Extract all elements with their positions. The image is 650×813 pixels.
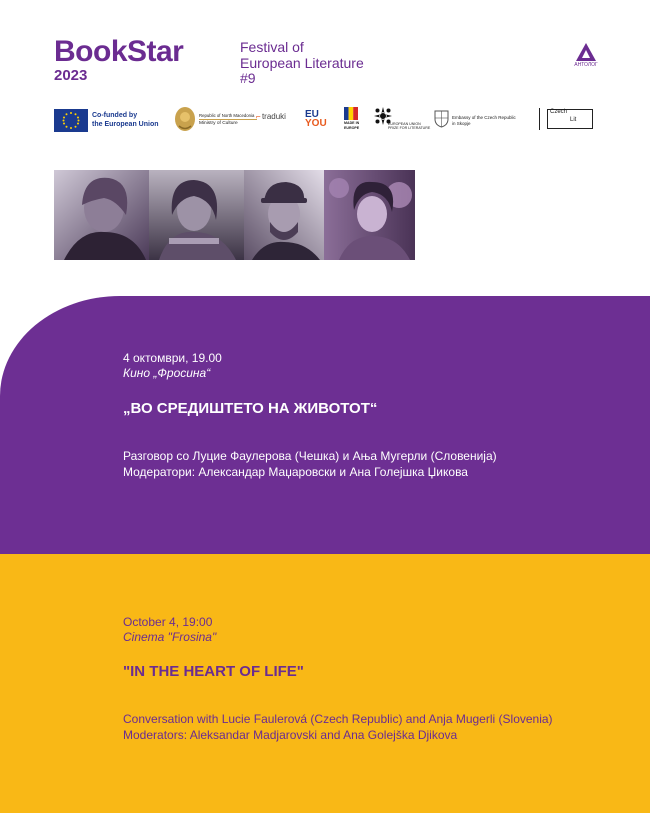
brand-title: BookStar: [54, 35, 184, 68]
photo-anja-mugerli: [149, 170, 244, 260]
conversation-line-en: Conversation with Lucie Faulerová (Czech Republic) and Anja Mugerli (Slovenia): [123, 712, 553, 726]
eu-prize-for-literature-logo: EUROPEAN UNION PRIZE FOR LITERATURE: [374, 107, 432, 135]
moderators-line-en: Moderators: Aleksandar Madjarovski and Ana Golejška Djikova: [123, 727, 458, 742]
photo-lucie-faulerova: [54, 170, 149, 260]
event-date-en: October 4, 19:00: [123, 615, 213, 629]
czech-embassy-logo: [434, 110, 534, 134]
event-section-mk: [0, 296, 650, 554]
ministry-text: Republic of North Macedonia Ministry of Culture: [199, 113, 257, 126]
eu-cofunded-text: Co-funded by the European Union: [92, 112, 159, 128]
made-in-europe-logo: MADE IN EUROPE: [344, 107, 368, 135]
festival-line-1: Festival of: [240, 39, 304, 55]
traduki-logo: ⌐ traduki: [256, 112, 286, 121]
conversation-line-mk: Разговор со Луцие Фаулерова (Чешка) и Ања Мугерли (Словенија): [123, 449, 497, 463]
czechlit-logo: Czech Lit: [539, 108, 597, 132]
event-title-mk: „ВО СРЕДИШТЕТО НА ЖИВОТОТ“: [123, 400, 378, 417]
eu-flag-icon: [54, 109, 88, 132]
photo-aleksandar-madjarovski: [244, 170, 324, 260]
eu-and-you-logo: EU YOU: [305, 109, 327, 129]
made-in-europe-icon: [344, 107, 358, 120]
antolog-label: АНТОЛОГ: [574, 62, 598, 68]
festival-name: [240, 40, 364, 87]
moderators-line-mk: Модератори: Александар Маџаровски и Ана Голејшка Џикова: [123, 464, 468, 479]
photo-ana-golejska-djikova: [324, 170, 415, 260]
event-title-en: "IN THE HEART OF LIFE": [123, 663, 304, 680]
event-venue-en: Cinema "Frosina": [123, 630, 217, 644]
event-venue-mk: Кино „Фросина“: [123, 366, 211, 380]
czech-coat-of-arms-icon: [434, 110, 449, 128]
festival-line-3: #9: [240, 70, 256, 86]
festival-line-2: European Literature: [240, 54, 364, 71]
event-date-mk: 4 октомври, 19.00: [123, 351, 222, 365]
brand-year: 2023: [54, 67, 88, 84]
brand-logo: [54, 36, 183, 85]
eu-cofunded-logo: [54, 106, 166, 136]
sponsor-logos: [54, 106, 599, 136]
speaker-photos: [54, 170, 415, 260]
event-description-en: [123, 712, 553, 743]
event-section-en: [0, 554, 650, 813]
traduki-mark-icon: ⌐: [256, 112, 261, 121]
embassy-text: Embassy of the Czech Republic in Skopje: [452, 115, 516, 126]
ministry-of-culture-logo: [174, 106, 264, 136]
antolog-icon: [575, 42, 597, 62]
antolog-logo: [573, 42, 599, 68]
state-emblem-icon: [174, 106, 196, 132]
event-description-mk: [123, 449, 497, 480]
